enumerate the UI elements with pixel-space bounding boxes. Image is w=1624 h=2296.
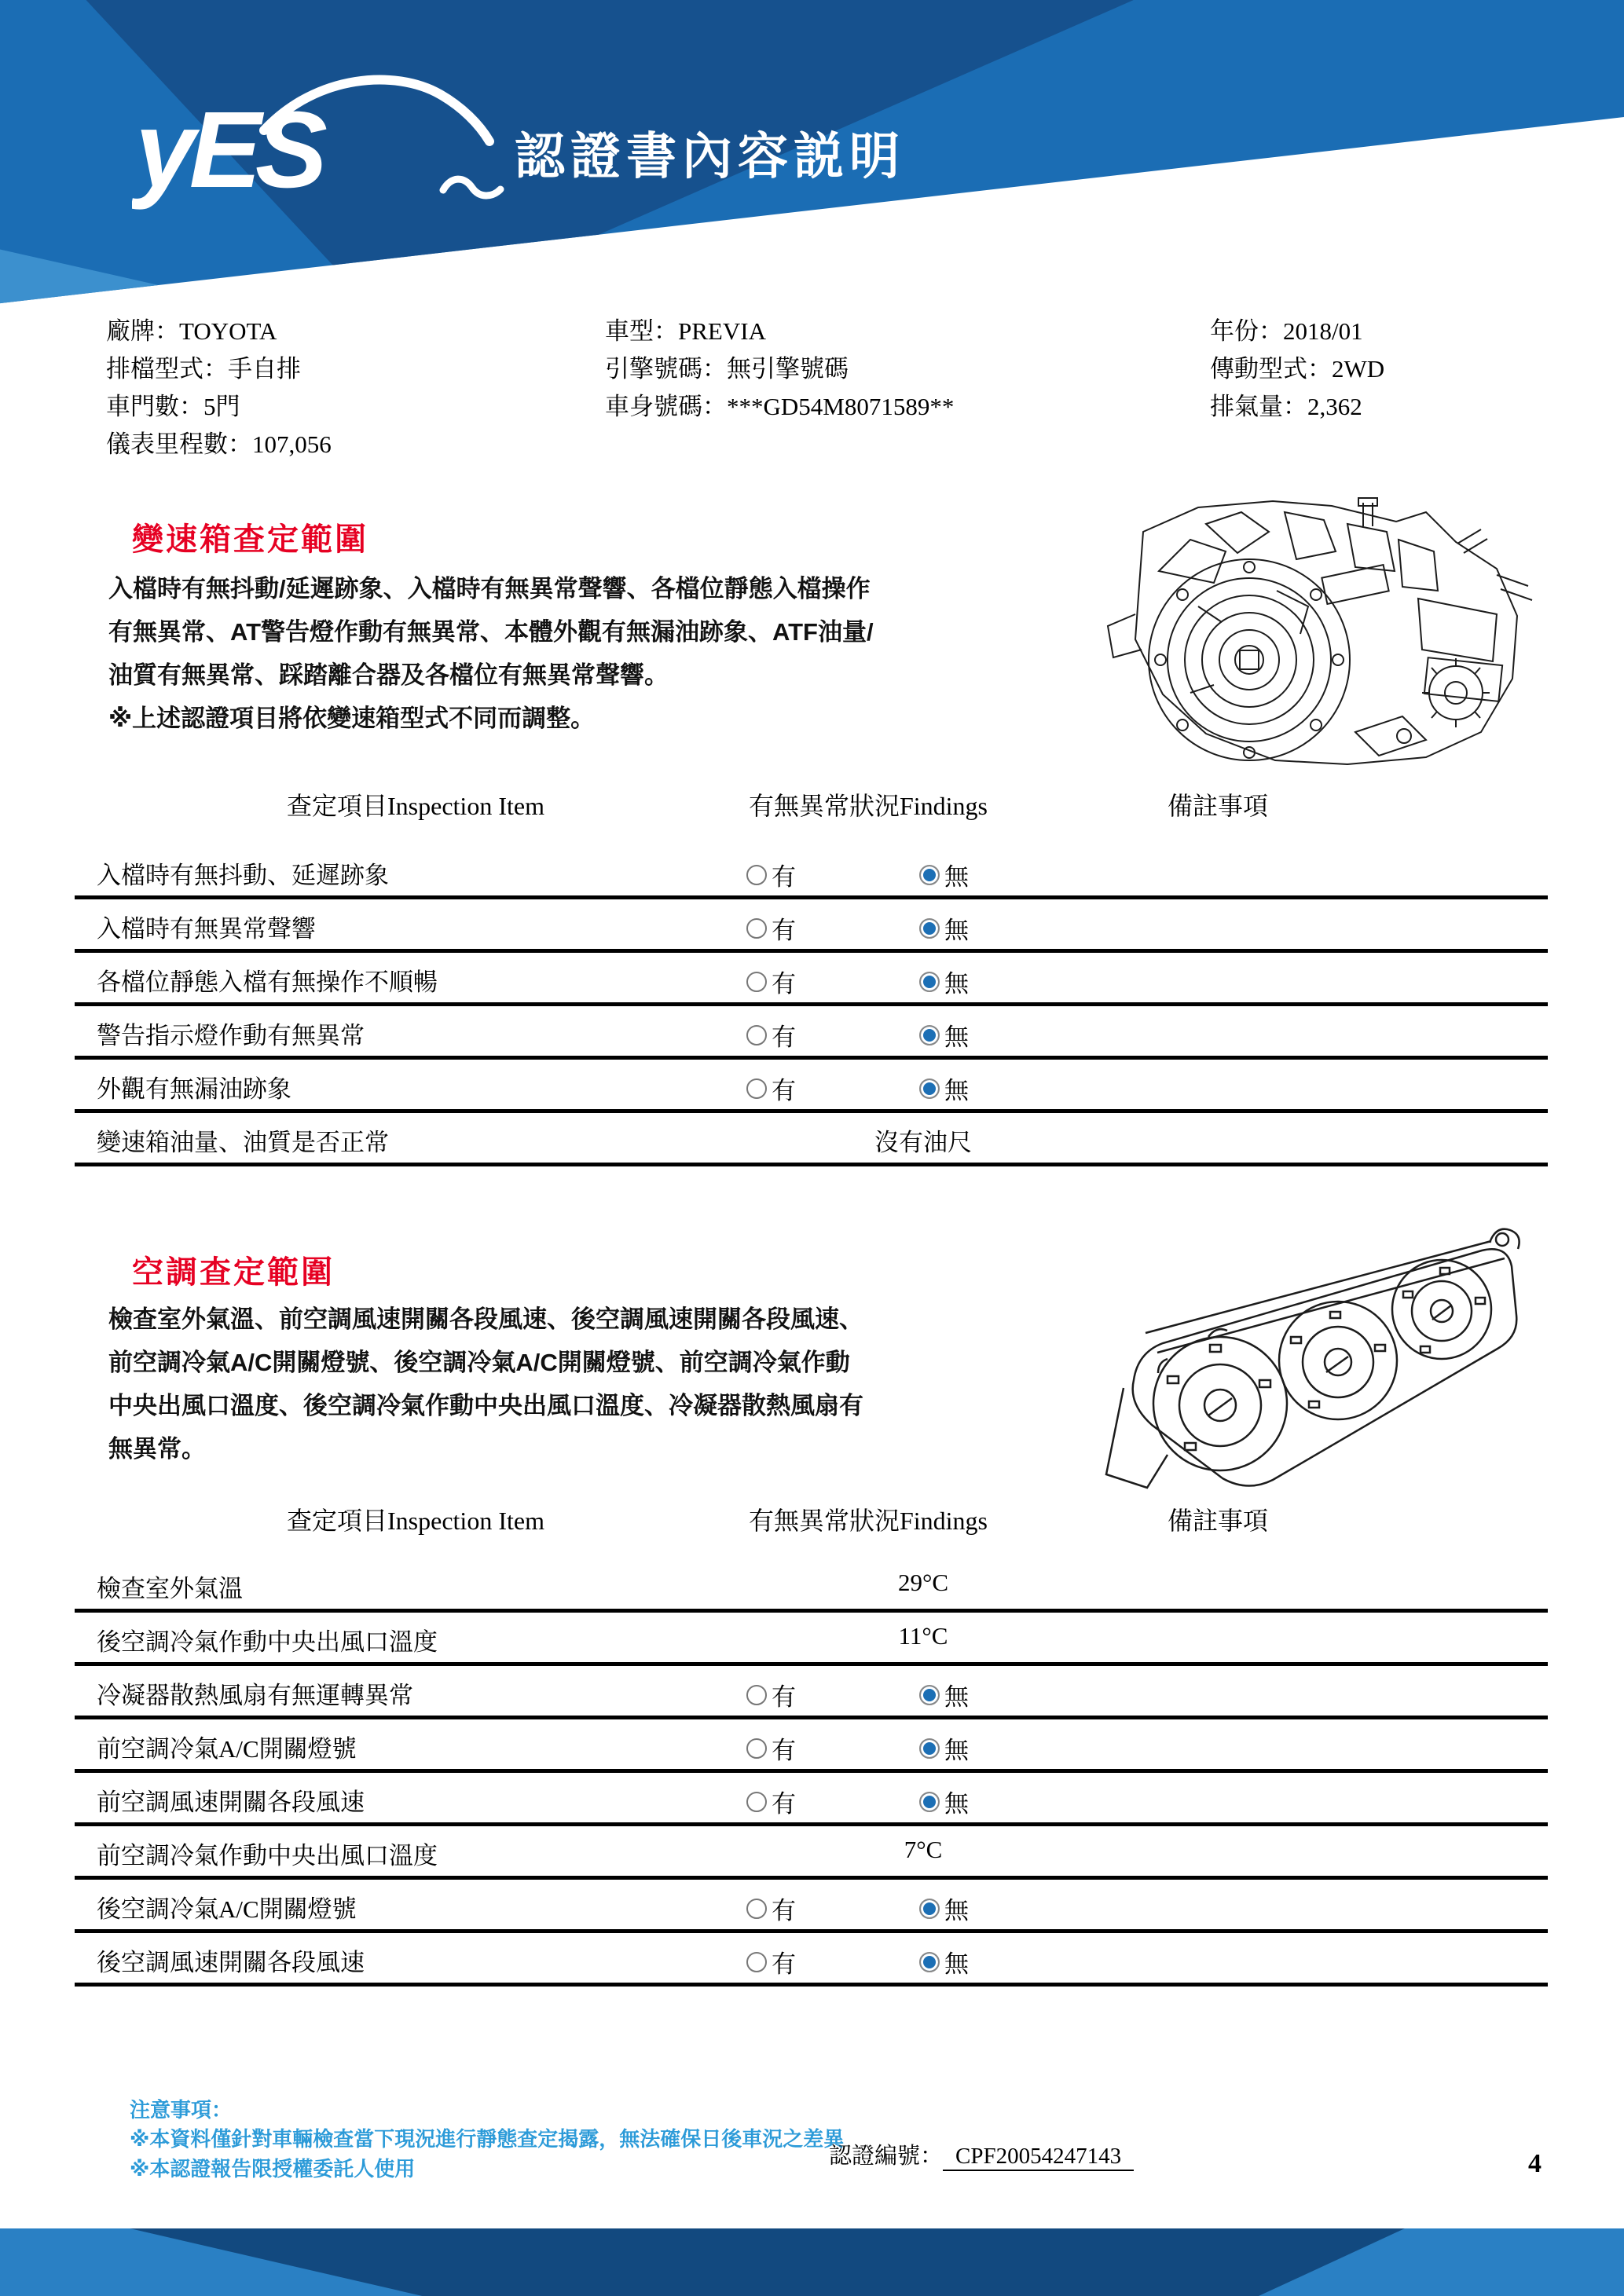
description-line: 中央出風口溫度、後空調冷氣作動中央出風口溫度、冷凝器散熱風扇有 (108, 1392, 863, 1419)
ac-description (108, 1298, 1114, 1470)
radio-label: 有 (772, 1790, 796, 1818)
description-line: 入檔時有無抖動/延遲跡象、入檔時有無異常聲響、各檔位靜態入檔操作 (108, 575, 871, 602)
radio-unselected-icon (746, 1078, 767, 1099)
vehicle-info-column-1 (106, 313, 332, 463)
radio-selected-icon (919, 918, 940, 939)
table-row (75, 899, 1548, 953)
radio-unselected-icon (746, 1899, 767, 1919)
footer-notes (130, 2096, 844, 2184)
radio-label: 無 (944, 1790, 969, 1818)
radio-option-yes (746, 1944, 796, 1979)
notes-list (130, 2124, 844, 2184)
radio-option-no (919, 857, 969, 892)
radio-option-yes (746, 910, 796, 946)
table-header-cell: 有無異常狀況Findings (748, 792, 988, 820)
inspection-item-label: 各檔位靜態入檔有無操作不順暢 (97, 969, 438, 996)
certificate-number-value: CPF20054247143 (943, 2144, 1134, 2171)
radio-label: 無 (944, 1077, 969, 1104)
inspection-item-label: 前空調風速開關各段風速 (97, 1789, 365, 1816)
radio-selected-icon (919, 1899, 940, 1919)
vehicle-info-line: 車門數：5門 (106, 393, 240, 420)
radio-label: 有 (772, 1077, 796, 1104)
radio-label: 有 (772, 1683, 796, 1711)
vehicle-info-line: 車身號碼：***GD54M8071589** (605, 393, 955, 420)
certificate-number-line (829, 2138, 1134, 2171)
table-row (75, 953, 1548, 1006)
vehicle-info-line: 排檔型式：手自排 (106, 355, 301, 383)
description-line: 有無異常、AT警告燈作動有無異常、本體外觀有無漏油跡象、ATF油量/ (108, 618, 874, 646)
footer-band (0, 2228, 1624, 2296)
inspection-item-label: 冷凝器散熱風扇有無運轉異常 (97, 1682, 413, 1709)
radio-option-yes (746, 857, 796, 892)
vehicle-info-column-3 (1210, 313, 1384, 426)
transmission-illustration (1088, 496, 1544, 767)
table-header-cell: 備註事項 (1167, 792, 1269, 820)
radio-selected-icon (919, 1025, 940, 1045)
table-row (75, 1826, 1548, 1880)
radio-label: 有 (772, 1023, 796, 1051)
radio-label: 有 (772, 917, 796, 944)
radio-selected-icon (919, 1792, 940, 1812)
radio-label: 無 (944, 1897, 969, 1924)
description-line: 無異常。 (108, 1435, 206, 1463)
radio-option-yes (746, 1730, 796, 1766)
radio-unselected-icon (746, 1685, 767, 1705)
radio-label: 無 (944, 917, 969, 944)
radio-selected-icon (919, 972, 940, 992)
radio-selected-icon (919, 1078, 940, 1099)
inspection-item-label: 前空調冷氣作動中央出風口溫度 (97, 1842, 438, 1869)
radio-option-yes (746, 1071, 796, 1106)
table-row (75, 1666, 1548, 1719)
table-header-row (75, 1496, 1548, 1559)
radio-unselected-icon (746, 1792, 767, 1812)
table-row (75, 846, 1548, 899)
description-line: 油質有無異常、踩踏離合器及各檔位有無異常聲響。 (108, 661, 669, 689)
description-line: 檢查室外氣溫、前空調風速開關各段風速、後空調風速開關各段風速、 (108, 1305, 863, 1333)
table-row (75, 1559, 1548, 1613)
vehicle-info-line: 車型：PREVIA (605, 317, 766, 345)
note-line: ※本資料僅針對車輛檢查當下現況進行靜態查定揭露，無法確保日後車況之差異 (130, 2127, 845, 2151)
radio-option-yes (746, 1017, 796, 1053)
inspection-item-label: 後空調冷氣A/C開關燈號 (97, 1895, 357, 1923)
page-header (0, 0, 1624, 308)
radio-option-no (919, 964, 969, 999)
vehicle-info-column-2 (605, 313, 954, 426)
finding-value: 29°C (897, 1569, 949, 1596)
vehicle-info-line: 年份：2018/01 (1210, 317, 1363, 345)
vehicle-info-line: 引擎號碼：無引擎號碼 (605, 355, 849, 383)
table-header-cell: 查定項目Inspection Item (287, 792, 544, 820)
radio-option-yes (746, 1784, 796, 1819)
inspection-item-label: 入檔時有無異常聲響 (97, 915, 316, 943)
radio-selected-icon (919, 865, 940, 885)
description-line: 前空調冷氣A/C開關燈號、後空調冷氣A/C開關燈號、前空調冷氣作動 (108, 1349, 850, 1376)
radio-option-no (919, 1677, 969, 1712)
radio-label: 無 (944, 1023, 969, 1051)
radio-option-yes (746, 1891, 796, 1926)
radio-label: 無 (944, 1950, 969, 1978)
radio-label: 有 (772, 863, 796, 891)
inspection-item-label: 檢查室外氣溫 (97, 1575, 243, 1602)
radio-option-no (919, 1071, 969, 1106)
radio-label: 無 (944, 970, 969, 998)
page-number: 4 (1528, 2149, 1542, 2178)
table-row (75, 1880, 1548, 1933)
transmission-description (108, 567, 1114, 740)
table-header-cell: 查定項目Inspection Item (287, 1507, 544, 1535)
radio-unselected-icon (746, 918, 767, 939)
inspection-item-label: 後空調冷氣作動中央出風口溫度 (97, 1628, 438, 1656)
inspection-item-label: 警告指示燈作動有無異常 (97, 1022, 365, 1049)
radio-selected-icon (919, 1685, 940, 1705)
table-header-cell: 備註事項 (1167, 1507, 1269, 1535)
transmission-section-heading: 變速箱查定範圍 (132, 522, 368, 557)
radio-option-no (919, 1730, 969, 1766)
radio-unselected-icon (746, 1952, 767, 1972)
ac-control-illustration (1091, 1219, 1546, 1490)
radio-selected-icon (919, 1952, 940, 1972)
yes-car-logo-icon (132, 55, 509, 220)
vehicle-info-line: 傳動型式：2WD (1210, 355, 1385, 383)
car-front-squiggle (443, 179, 500, 196)
radio-label: 有 (772, 970, 796, 998)
inspection-item-label: 外觀有無漏油跡象 (97, 1075, 291, 1103)
note-line: ※本認證報告限授權委託人使用 (130, 2157, 416, 2181)
radio-option-yes (746, 964, 796, 999)
radio-label: 有 (772, 1737, 796, 1764)
radio-label: 無 (944, 863, 969, 891)
vehicle-info-line: 儀表里程數：107,056 (106, 430, 332, 458)
page-title: 認證書內容説明 (515, 128, 905, 185)
table-row (75, 1060, 1548, 1113)
vehicle-info-line: 排氣量：2,362 (1210, 393, 1362, 420)
finding-value: 11°C (898, 1622, 948, 1650)
radio-unselected-icon (746, 1025, 767, 1045)
radio-label: 無 (944, 1683, 969, 1711)
finding-value: 7°C (904, 1836, 943, 1863)
radio-option-no (919, 1891, 969, 1926)
radio-label: 無 (944, 1737, 969, 1764)
radio-unselected-icon (746, 1738, 767, 1759)
logo-text: yES (135, 90, 321, 211)
radio-label: 有 (772, 1950, 796, 1978)
table-row (75, 1613, 1548, 1666)
radio-unselected-icon (746, 865, 767, 885)
radio-label: 有 (772, 1897, 796, 1924)
inspection-item-label: 入檔時有無抖動、延遲跡象 (97, 862, 389, 889)
radio-option-yes (746, 1677, 796, 1712)
table-row (75, 1773, 1548, 1826)
ac-inspection-table (75, 1496, 1548, 1987)
description-line: ※上述認證項目將依變速箱型式不同而調整。 (108, 705, 596, 732)
finding-value: 沒有油尺 (874, 1129, 972, 1156)
radio-option-no (919, 1944, 969, 1979)
table-row (75, 1006, 1548, 1060)
table-row (75, 1719, 1548, 1773)
table-row (75, 1933, 1548, 1987)
inspection-item-label: 變速箱油量、油質是否正常 (97, 1129, 389, 1156)
radio-option-no (919, 1017, 969, 1053)
inspection-item-label: 後空調風速開關各段風速 (97, 1949, 365, 1976)
table-header-row (75, 782, 1548, 846)
radio-unselected-icon (746, 972, 767, 992)
table-row (75, 1113, 1548, 1166)
ac-section-heading: 空調查定範圍 (132, 1255, 335, 1290)
radio-selected-icon (919, 1738, 940, 1759)
radio-option-no (919, 1784, 969, 1819)
certificate-number-label: 認證編號： (829, 2144, 944, 2169)
radio-option-no (919, 910, 969, 946)
transmission-inspection-table (75, 782, 1548, 1166)
inspection-item-label: 前空調冷氣A/C開關燈號 (97, 1735, 357, 1763)
vehicle-info-line: 廠牌：TOYOTA (106, 317, 277, 345)
table-header-cell: 有無異常狀況Findings (748, 1507, 988, 1535)
notes-title: 注意事項： (130, 2098, 233, 2122)
